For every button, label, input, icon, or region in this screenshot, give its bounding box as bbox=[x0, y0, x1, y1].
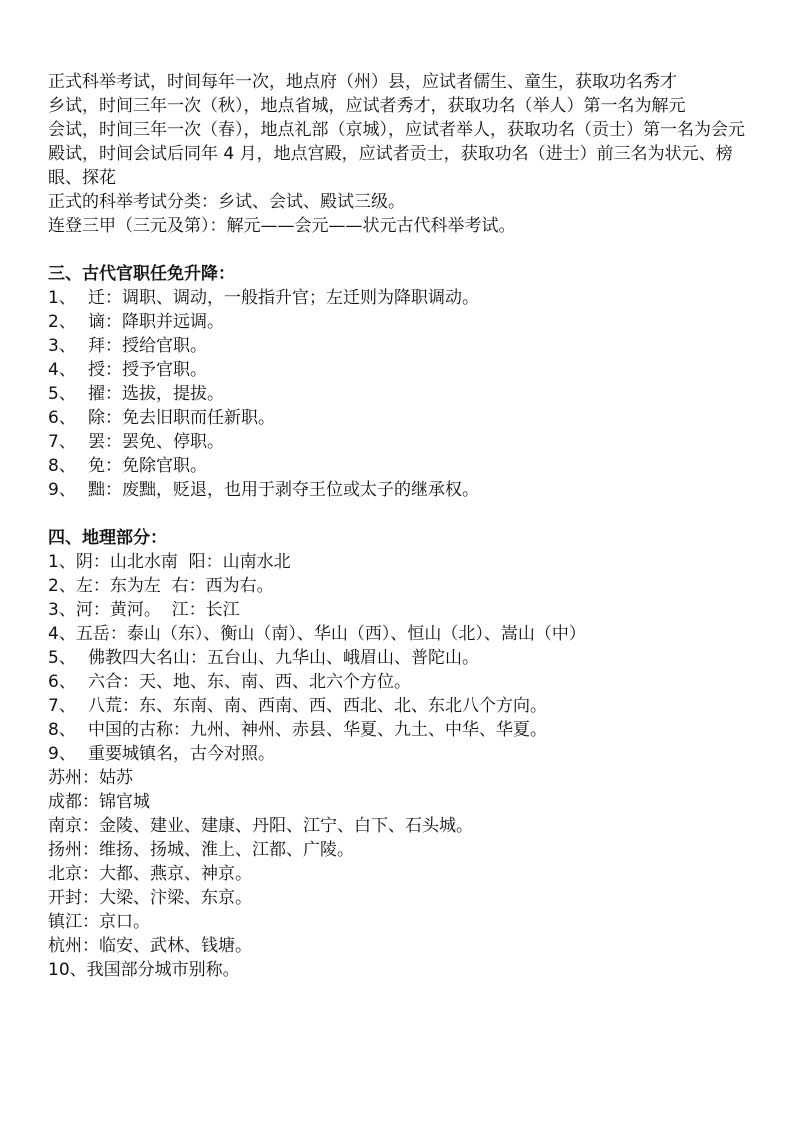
list-item bbox=[48, 694, 754, 718]
item-text: 拜：授给官职。 bbox=[88, 336, 207, 356]
list-item bbox=[48, 334, 754, 358]
item-number: 7、 bbox=[48, 432, 76, 452]
section4-title: 四、地理部分： bbox=[48, 528, 167, 548]
item-text: 免：免除官职。 bbox=[88, 456, 207, 476]
item-text: 八荒：东、东南、南、西南、西、西北、北、东北八个方向。 bbox=[88, 696, 547, 716]
list-item bbox=[48, 286, 754, 310]
exam-line-2: 乡试，时间三年一次（秋），地点省城，应试者秀才，获取功名（举人）第一名为解元 bbox=[48, 96, 686, 116]
city-line: 杭州：临安、武林、钱塘。 bbox=[48, 936, 252, 956]
item-text: 佛教四大名山：五台山、九华山、峨眉山、普陀山。 bbox=[88, 648, 479, 668]
geo-line: 4、五岳：泰山（东）、衡山（南）、华山（西）、恒山（北）、嵩山（中） bbox=[48, 624, 586, 644]
item-number: 2、 bbox=[48, 312, 76, 332]
exam-line-1: 正式科举考试，时间每年一次，地点府（州）县，应试者儒生、童生，获取功名秀才 bbox=[48, 72, 677, 92]
item-number: 4、 bbox=[48, 360, 76, 380]
list-item bbox=[48, 670, 754, 694]
section3-title: 三、古代官职任免升降： bbox=[48, 264, 235, 284]
exam-line-4: 殿试，时间会试后同年 4 月，地点宫殿，应试者贡士，获取功名（进士）前三名为状元、榜眼、探花 bbox=[48, 144, 733, 188]
city-line: 扬州：维扬、扬城、淮上、江都、广陵。 bbox=[48, 840, 354, 860]
item-number: 6、 bbox=[48, 672, 76, 692]
list-item bbox=[48, 742, 754, 766]
item-text: 六合：天、地、东、南、西、北六个方位。 bbox=[88, 672, 411, 692]
city-line: 成都：锦官城 bbox=[48, 792, 150, 812]
item-text: 除：免去旧职而任新职。 bbox=[88, 408, 275, 428]
exam-line-3: 会试，时间三年一次（春），地点礼部（京城），应试者举人，获取功名（贡士）第一名为会元 bbox=[48, 120, 745, 140]
item-number: 8、 bbox=[48, 720, 76, 740]
item-text: 重要城镇名，古今对照。 bbox=[88, 744, 275, 764]
city-line: 苏州：姑苏 bbox=[48, 768, 133, 788]
city-line: 镇江：京口。 bbox=[48, 912, 150, 932]
city-line: 10、我国部分城市别称。 bbox=[48, 960, 240, 980]
item-number: 9、 bbox=[48, 744, 76, 764]
city-line: 开封：大梁、汴梁、东京。 bbox=[48, 888, 252, 908]
spacer bbox=[48, 238, 754, 262]
exam-line-6: 连登三甲（三元及第）：解元——会元——状元古代科举考试。 bbox=[48, 216, 516, 236]
list-item bbox=[48, 430, 754, 454]
item-number: 6、 bbox=[48, 408, 76, 428]
list-item bbox=[48, 310, 754, 334]
geo-line: 3、河：黄河。 江：长江 bbox=[48, 600, 240, 620]
geo-line: 1、阴：山北水南 阳：山南水北 bbox=[48, 552, 291, 572]
exam-line-5: 正式的科举考试分类：乡试、会试、殿试三级。 bbox=[48, 192, 405, 212]
list-item bbox=[48, 454, 754, 478]
item-number: 5、 bbox=[48, 648, 76, 668]
geo-line: 2、左：东为左 右：西为右。 bbox=[48, 576, 274, 596]
item-number: 9、 bbox=[48, 480, 76, 500]
item-text: 谪：降职并远调。 bbox=[88, 312, 224, 332]
item-text: 罢：罢免、停职。 bbox=[88, 432, 224, 452]
city-line: 北京：大都、燕京、神京。 bbox=[48, 864, 252, 884]
list-item bbox=[48, 382, 754, 406]
spacer bbox=[48, 502, 754, 526]
list-item bbox=[48, 718, 754, 742]
item-text: 擢：选拔，提拔。 bbox=[88, 384, 224, 404]
item-text: 迁：调职、调动，一般指升官；左迁则为降职调动。 bbox=[88, 288, 479, 308]
item-number: 8、 bbox=[48, 456, 76, 476]
item-text: 黜：废黜，贬退，也用于剥夺王位或太子的继承权。 bbox=[88, 480, 479, 500]
item-text: 中国的古称：九州、神州、赤县、华夏、九土、中华、华夏。 bbox=[88, 720, 547, 740]
list-item bbox=[48, 646, 754, 670]
item-number: 3、 bbox=[48, 336, 76, 356]
item-number: 5、 bbox=[48, 384, 76, 404]
item-text: 授：授予官职。 bbox=[88, 360, 207, 380]
list-item bbox=[48, 358, 754, 382]
city-line: 南京：金陵、建业、建康、丹阳、江宁、白下、石头城。 bbox=[48, 816, 473, 836]
list-item bbox=[48, 478, 754, 502]
item-number: 7、 bbox=[48, 696, 76, 716]
item-number: 1、 bbox=[48, 288, 76, 308]
list-item bbox=[48, 406, 754, 430]
document-page bbox=[48, 70, 754, 982]
